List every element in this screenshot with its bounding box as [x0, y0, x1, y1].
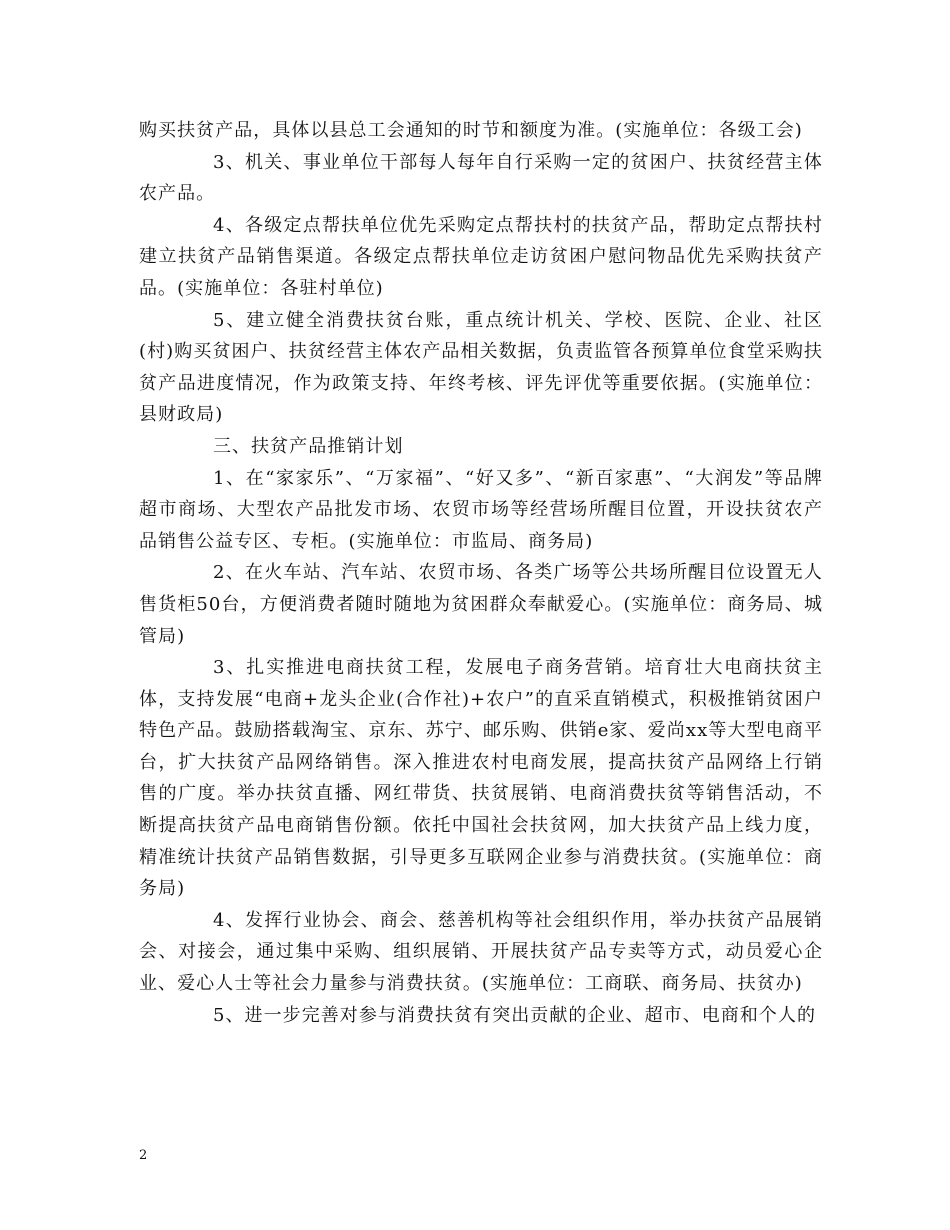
paragraph-item-4: 4、各级定点帮扶单位优先采购定点帮扶村的扶贫产品，帮助定点帮扶村建立扶贫产品销售渠道。各级定点帮扶单位走访贫困户慰问物品优先采购扶贫产品。(实施单位：各驻村单位)	[139, 214, 823, 299]
paragraph-item-5: 5、建立健全消费扶贫台账，重点统计机关、学校、医院、企业、社区(村)购买贫困户、扶贫经营主体农产品相关数据，负责监管各预算单位食堂采购扶贫产品进度情况，作为政策支持、年终考核、评先评优等重要依据。(实施单位：县财政局)	[139, 309, 823, 426]
paragraph-promo-2: 2、在火车站、汽车站、农贸市场、各类广场等公共场所醒目位设置无人售货柜50台，方便消费者随时随地为贫困群众奉献爱心。(实施单位：商务局、城管局)	[139, 562, 823, 647]
paragraph-item-3: 3、机关、事业单位干部每人每年自行采购一定的贫困户、扶贫经营主体农产品。	[139, 151, 823, 205]
section-heading: 三、扶贫产品推销计划	[213, 435, 404, 457]
document-body	[139, 115, 823, 1031]
page-number: 2	[139, 1148, 148, 1163]
paragraph-promo-4: 4、发挥行业协会、商会、慈善机构等社会组织作用，举办扶贫产品展销会、对接会，通过集中采购、组织展销、开展扶贫产品专卖等方式，动员爱心企业、爱心人士等社会力量参与消费扶贫。(实施单位：工商联、商务局、扶贫办)	[139, 909, 823, 995]
paragraph-promo-1: 1、在“家家乐”、“万家福”、“好又多”、“新百家惠”、“大润发”等品牌超市商场、大型农产品批发市场、农贸市场等经营场所醒目位置，开设扶贫农产品销售公益专区、专柜。(实施单位：市监局、商务局)	[139, 467, 823, 552]
paragraph-promo-5: 5、进一步完善对参与消费扶贫有突出贡献的企业、超市、电商和个人的	[213, 1004, 817, 1026]
paragraph-continuation: 购买扶贫产品，具体以县总工会通知的时节和额度为准。(实施单位：各级工会)	[139, 120, 803, 141]
paragraph-promo-3: 3、扎实推进电商扶贫工程，发展电子商务营销。培育壮大电商扶贫主体，支持发展“电商+龙头企业(合作社)+农户”的直采直销模式，积极推销贫困户特色产品。鼓励搭载淘宝、京东、苏宁、邮乐购、供销e家、爱尚xx等大型电商平台，扩大扶贫产品网络销售。深入推进农村电商发展，提高扶贫产品网络上行销售的广度。举办扶贫直播、网红带货、扶贫展销、电商消费扶贫等销售活动，不断提高扶贫产品电商销售份额。依托中国社会扶贫网，加大扶贫产品上线力度，精准统计扶贫产品销售数据，引导更多互联网企业参与消费扶贫。(实施单位：商务局)	[139, 657, 823, 900]
